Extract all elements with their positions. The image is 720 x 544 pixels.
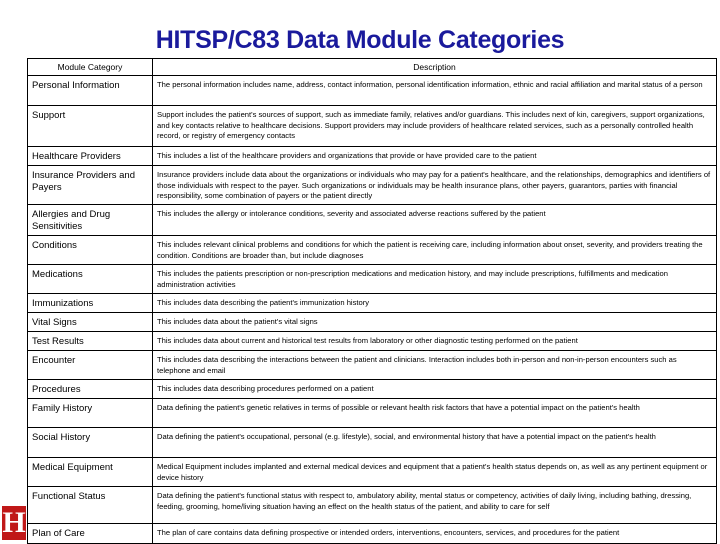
header-description: Description [153,59,717,76]
category-cell: Plan of Care [28,524,153,544]
table-row [28,351,717,380]
description-cell: The personal information includes name, address, contact information, personal identification information, ethnic and racial affiliation and marital status of a person [153,76,717,106]
hitsp-logo: H [2,506,26,539]
category-cell: Social History [28,428,153,458]
table-row [28,147,717,166]
table-row [28,236,717,265]
description-cell: This includes a list of the healthcare providers and organizations that provide or have provided care to the patient [153,147,717,166]
description-cell: This includes data describing the interactions between the patient and clinicians. Interaction includes both in-person and non-in-person encounters such as telephone and email [153,351,717,380]
description-cell: This includes the allergy or intolerance conditions, severity and associated adverse reactions suffered by the patient [153,205,717,236]
description-cell: This includes the patients prescription or non-prescription medications and medication history, and may include prescriptions, fulfillments and medication administration activities [153,265,717,294]
description-cell: Data defining the patient's genetic relatives in terms of possible or relevant health risk factors that have a potential impact on the patient's health [153,399,717,428]
description-cell: Data defining the patient's functional status with respect to, ambulatory ability, mental status or competency, activities of daily living, including bathing, dressing, feeding, grooming, home/living situation having an effect on the health status of the patient, and ability to care for self [153,487,717,524]
table-header-row [28,59,717,76]
description-cell: Medical Equipment includes implanted and external medical devices and equipment that a patient's health status depends on, as well as any pertinent equipment or device history [153,458,717,487]
category-cell: Conditions [28,236,153,265]
category-cell: Family History [28,399,153,428]
category-cell: Procedures [28,380,153,399]
page-title: HITSP/C83 Data Module Categories [155,26,565,54]
category-cell: Functional Status [28,487,153,524]
table-row [28,166,717,205]
description-cell: This includes data describing the patient's immunization history [153,294,717,313]
table-row [28,428,717,458]
description-cell: Data defining the patient's occupational, personal (e.g. lifestyle), social, and environmental history that have a potential impact on the patient's health [153,428,717,458]
description-cell: This includes data about current and historical test results from laboratory or other diagnostic testing performed on the patient [153,332,717,351]
description-cell: Insurance providers include data about the organizations or individuals who may pay for a patient's healthcare, and the relationships, demographics and identifiers of those individuals with respect to the payer. Such organizations or individuals may be health insurance plans, other payers, guarantors, parties with financial responsibility, some combination of payers or the patient directly [153,166,717,205]
data-module-table [27,58,717,544]
table-row [28,313,717,332]
category-cell: Immunizations [28,294,153,313]
description-cell: This includes relevant clinical problems and conditions for which the patient is receiving care, including information about onset, severity, and providers treating the condition. Conditions are broader than, but include diagnoses [153,236,717,265]
table-row [28,205,717,236]
table-row [28,524,717,544]
category-cell: Allergies and Drug Sensitivities [28,205,153,236]
category-cell: Insurance Providers and Payers [28,166,153,205]
description-cell: This includes data about the patient's vital signs [153,313,717,332]
category-cell: Personal Information [28,76,153,106]
table-row [28,332,717,351]
table-row [28,106,717,147]
table-row [28,265,717,294]
category-cell: Encounter [28,351,153,380]
table-row [28,76,717,106]
category-cell: Healthcare Providers [28,147,153,166]
table-row [28,458,717,487]
category-cell: Vital Signs [28,313,153,332]
category-cell: Medications [28,265,153,294]
category-cell: Medical Equipment [28,458,153,487]
table-row [28,399,717,428]
category-cell: Test Results [28,332,153,351]
header-category: Module Category [28,59,153,76]
description-cell: The plan of care contains data defining prospective or intended orders, interventions, encounters, services, and procedures for the patient [153,524,717,544]
table-row [28,380,717,399]
table-row [28,487,717,524]
description-cell: Support includes the patient's sources of support, such as immediate family, relatives and/or guardians. This includes next of kin, caregivers, support organizations, and key contacts relative to healthcare decisions. Support providers may include providers of healthcare related services, such as a personally controlled health record, or registry of emergency contacts [153,106,717,147]
description-cell: This includes data describing procedures performed on a patient [153,380,717,399]
table-row [28,294,717,313]
category-cell: Support [28,106,153,147]
